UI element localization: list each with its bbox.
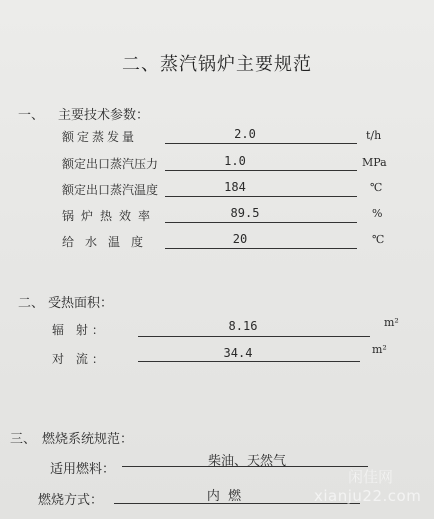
param-value-feedwater-temperature: 20 [232,232,248,246]
section-2-heading: 受热面积： [48,296,114,311]
param-label-outlet-temperature: 额定出口蒸汽温度 [62,183,159,197]
combustion-label-method: 燃烧方式： [38,493,104,508]
combustion-value-method: 内 燃 [206,489,242,504]
param-value-rated-evaporation: 2.0 [234,127,256,141]
param-value-outlet-pressure: 1.0 [224,154,246,168]
area-value-convection: 34.4 [223,346,253,360]
param-label-boiler-efficiency: 锅炉热效率 [62,209,158,223]
area-unit-convection: m² [372,343,387,356]
param-unit-boiler-efficiency: % [372,207,383,220]
param-unit-feedwater-temperature: ℃ [372,233,385,246]
area-unit-radiation: m² [384,316,399,329]
underline [165,170,357,171]
param-label-rated-evaporation: 额定蒸发量 [62,130,138,144]
area-value-radiation: 8.16 [228,319,258,333]
param-label-feedwater-temperature: 给水温度 [62,235,155,249]
section-3-number: 三、 [10,432,37,447]
param-label-outlet-pressure: 额定出口蒸汽压力 [62,157,159,171]
watermark-site-name: 闲佳网 [348,468,394,486]
underline [165,248,357,249]
param-unit-outlet-temperature: ℃ [370,181,383,194]
watermark-site-url: xianju22.com [314,487,422,505]
underline [138,336,370,337]
underline [165,196,357,197]
underline [165,222,357,223]
page-title: 二、蒸汽锅炉主要规范 [122,54,312,75]
combustion-label-fuel: 适用燃料： [50,462,116,477]
area-label-convection: 对 流： [52,352,108,366]
param-value-outlet-temperature: 184 [224,180,246,194]
underline [165,143,357,144]
param-value-boiler-efficiency: 89.5 [230,206,260,220]
param-unit-outlet-pressure: MPa [362,156,387,169]
combustion-value-fuel: 柴油、天然气 [207,454,286,469]
section-2-number: 二、 [18,296,45,311]
section-3-heading: 燃烧系统规范： [42,432,134,447]
param-unit-rated-evaporation: t/h [366,129,382,142]
underline [138,361,360,362]
section-1-number: 一、 [18,108,45,123]
area-label-radiation: 辐 射： [52,323,108,337]
section-1-heading: 主要技术参数： [58,108,150,123]
